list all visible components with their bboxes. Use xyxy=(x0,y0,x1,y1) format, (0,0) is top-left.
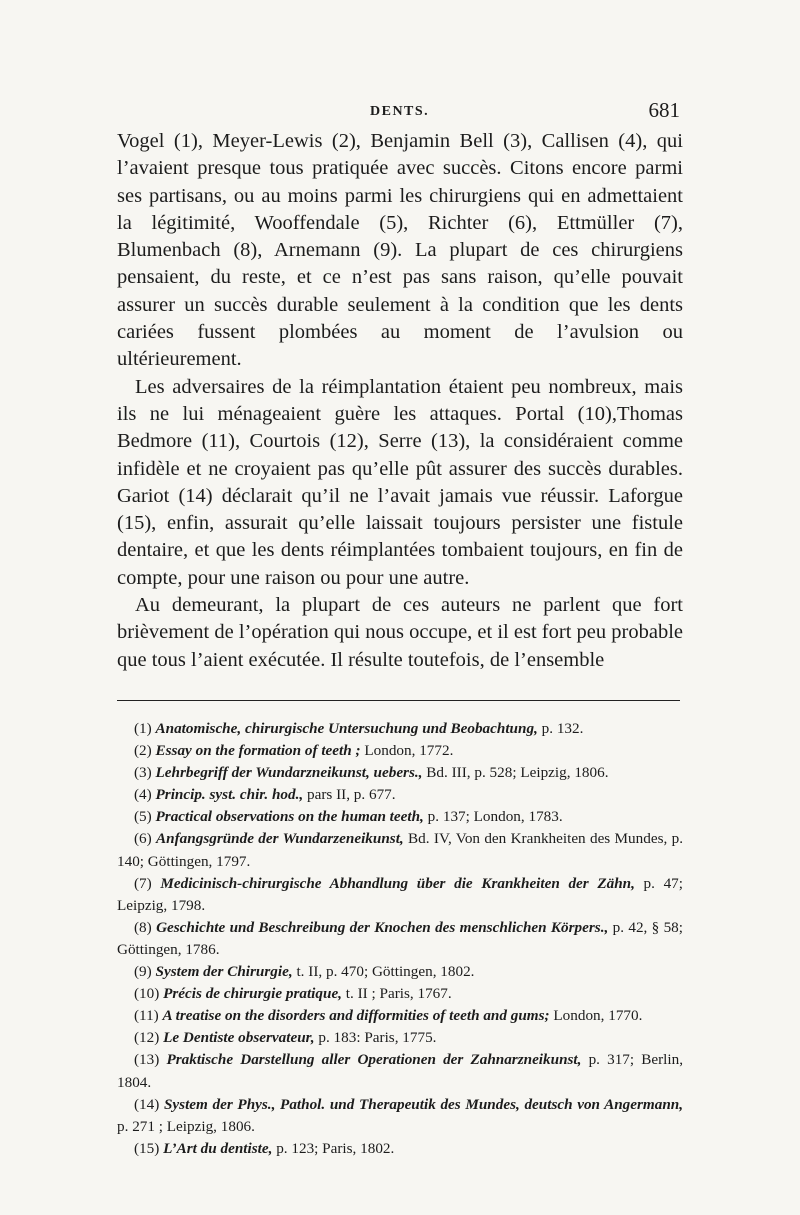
footnote xyxy=(117,762,683,784)
footnote-title: Lehrbegriff der Wundarzneikunst, uebers., xyxy=(155,764,423,782)
paragraph: Au demeurant, la plupart de ces auteurs ne parlent que fort brièvement de l’opération qui nous occupe, et il est fort peu probable que tous l’aient exécutée. Il résulte toutefois, de l’ensemble xyxy=(117,594,683,671)
footnote-details: t. II ; Paris, 1767. xyxy=(341,985,452,1003)
footnote-number: (3) xyxy=(134,764,152,782)
footnotes xyxy=(117,718,683,1160)
footnote-title: System der Chirurgie, xyxy=(155,963,293,981)
footnote-details: Bd. III, p. 528; Leipzig, 1806. xyxy=(422,764,609,782)
footnote xyxy=(117,784,683,806)
body-text xyxy=(117,128,683,674)
footnote-number: (14) xyxy=(134,1095,160,1113)
paragraph: Vogel (1), Meyer-Lewis (2), Benjamin Bell (3), Callisen (4), qui l’avaient presque tous pratiquée avec succès. Citons encore parmi ses partisans, ou au moins parmi les chirurgiens qui en admettaient la légitimité, Wooffendale (5), Richter (6), Ettmüller (7), Blumenbach (8), Arnemann (9). La plupart de ces chirurgiens pensaient, du reste, et ce n’est pas sans raison, qu’elle pouvait assurer un succès durable seulement à la condition que les dents cariées fussent plombées au moment de l’avulsion ou ultérieurement. xyxy=(117,130,683,371)
footnote-title: Le Dentiste observateur, xyxy=(163,1029,315,1047)
footnote-details: London, 1770. xyxy=(549,1007,643,1025)
footnote-number: (11) xyxy=(134,1007,159,1025)
footnote-title: L’Art du dentiste, xyxy=(163,1139,273,1157)
footnote xyxy=(117,718,683,740)
footnote xyxy=(117,983,683,1005)
footnote-number: (15) xyxy=(134,1139,160,1157)
footnote-number: (1) xyxy=(134,720,152,737)
footnote-number: (13) xyxy=(134,1051,160,1069)
footnote xyxy=(117,1049,683,1093)
footnote-details: p. 132. xyxy=(537,720,584,737)
footnote-number: (9) xyxy=(134,963,152,981)
footnote-title: Essay on the formation of teeth ; xyxy=(155,742,361,760)
footnote-details: p. 271 ; Leipzig, 1806. xyxy=(117,1117,255,1135)
footnote-title: Anatomische, chirurgische Untersuchung und Beobachtung, xyxy=(155,720,538,737)
footnote-details: p. 123; Paris, 1802. xyxy=(272,1139,395,1157)
footnote-title: Practical observations on the human teeth, xyxy=(155,808,424,826)
footnote-title: Praktische Darstellung aller Operationen der Zahnarzneikunst, xyxy=(166,1051,582,1069)
footnote xyxy=(117,740,683,762)
footnote xyxy=(117,1138,683,1160)
footnote-title: Anfangsgründe der Wundarzeneikunst, xyxy=(156,830,404,848)
footnote-number: (6) xyxy=(134,830,152,848)
footnote-number: (5) xyxy=(134,808,152,826)
footnote-details: pars II, p. 677. xyxy=(303,786,396,804)
footnote-number: (7) xyxy=(134,874,152,892)
footnote-details: p. 42, § 58; Göttingen, 1786. xyxy=(117,918,683,958)
footnote xyxy=(117,1005,683,1027)
footnote-title: Geschichte und Beschreibung der Knochen des menschlichen Körpers., xyxy=(156,918,609,936)
footnote-title: A treatise on the disorders and difformities of teeth and gums; xyxy=(162,1007,550,1025)
footnote-number: (2) xyxy=(134,742,152,760)
footnote-details: p. 183: Paris, 1775. xyxy=(314,1029,437,1047)
footnote xyxy=(117,917,683,961)
footnote xyxy=(117,806,683,828)
footnote-number: (10) xyxy=(134,985,160,1003)
footnote-title: Princip. syst. chir. hod., xyxy=(155,786,304,804)
footnote-number: (4) xyxy=(134,786,152,804)
footnote-title: Medicinisch-chirurgische Abhandlung über die Krankheiten der Zähn, xyxy=(160,874,635,892)
footnote xyxy=(117,1094,683,1138)
footnote xyxy=(117,1027,683,1049)
footnote-number: (12) xyxy=(134,1029,160,1047)
footnote-rule xyxy=(117,700,680,701)
running-title: DENTS. xyxy=(370,104,430,119)
page-number: 681 xyxy=(648,98,680,122)
footnote-details: p. 47; Leipzig, 1798. xyxy=(117,874,683,914)
footnote-details: p. 317; Berlin, 1804. xyxy=(117,1051,684,1091)
footnote xyxy=(117,828,683,872)
footnote-details: t. II, p. 470; Göttingen, 1802. xyxy=(292,963,475,981)
footnote-title: System der Phys., Pathol. und Therapeutik des Mundes, deutsch von Angermann, xyxy=(163,1095,684,1113)
footnote-title: Précis de chirurgie pratique, xyxy=(163,985,342,1003)
paragraph: Les adversaires de la réimplantation étaient peu nombreux, mais ils ne lui ménageaient guère les attaques. Portal (10),Thomas Bedmore (11), Courtois (12), Serre (13), la considéraient comme infidèle et ne croyaient pas qu’elle pût assurer des succès durables. Gariot (14) déclarait qu’il ne l’avait jamais vue réussir. Laforgue (15), enfin, assurait qu’elle laissait toujours persister une fistule dentaire, et que les dents réimplantées tombaient toujours, en fin de compte, pour une raison ou pour une autre. xyxy=(117,375,683,589)
footnote-details: Bd. IV, Von den Krankheiten des Mundes, p. 140; Göttingen, 1797. xyxy=(117,830,683,870)
footnote-number: (8) xyxy=(134,918,152,936)
footnote xyxy=(117,873,683,917)
footnote-details: London, 1772. xyxy=(360,742,454,760)
running-header xyxy=(117,98,680,128)
footnote-details: p. 137; London, 1783. xyxy=(423,808,563,826)
footnote xyxy=(117,961,683,983)
